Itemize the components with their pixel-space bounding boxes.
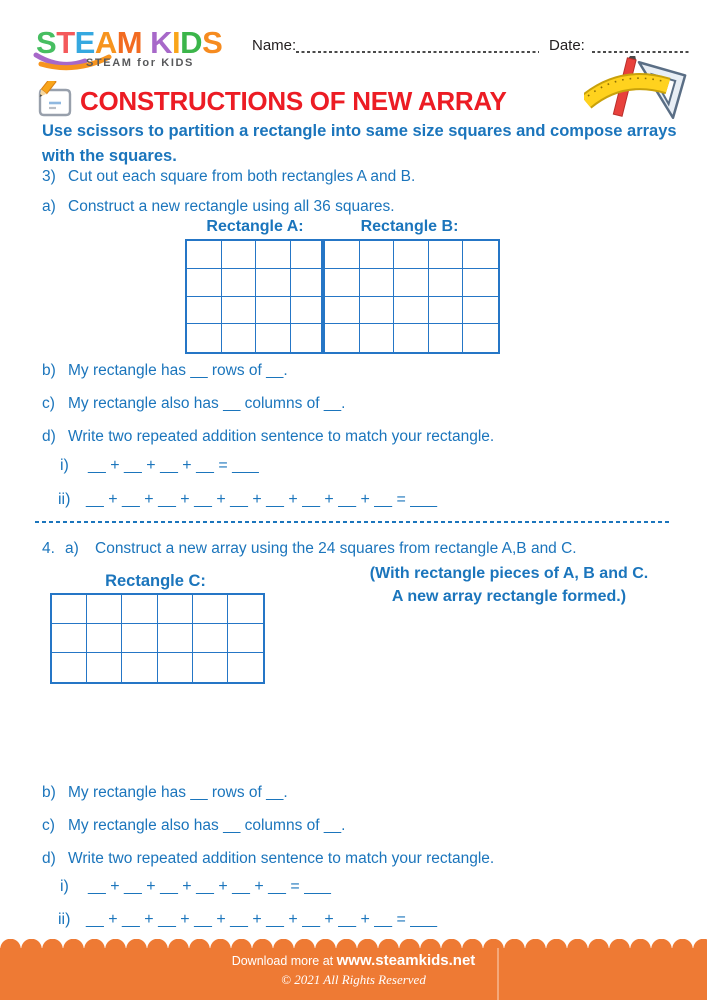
question-4b-line [42,784,288,802]
grid-cell [360,269,395,297]
grid-cell [394,241,429,269]
grid-cell [360,241,395,269]
grid-cell [228,653,263,682]
question-3a-number: a) [42,198,56,215]
grid-cell [256,269,291,297]
question-3d-number: d) [42,428,56,445]
grid-cell [193,653,228,682]
grid-cell [325,269,360,297]
name-blank-line[interactable] [296,51,539,53]
grid-cell [193,624,228,653]
equation-4i-blanks[interactable]: __ + __ + __ + __ + __ + __ = ___ [88,878,331,895]
footer-copyright: © 2021 All Rights Reserved [281,972,426,987]
question-3c-number: c) [42,395,55,412]
question-3b-number: b) [42,362,56,379]
section-divider [35,521,672,523]
grid-cell [187,269,222,297]
grid-cell [429,297,464,325]
logo-letter: E [74,25,95,60]
note-pencil-icon [33,81,75,119]
grid-cell [325,241,360,269]
question-3-line [42,168,415,186]
question-4-number: 4. [42,540,55,557]
equation-4ii-number: ii) [58,911,71,928]
grid-cell [394,297,429,325]
logo-letter: K [150,25,173,60]
grid-cell [87,624,122,653]
grid-cell [291,269,326,297]
question-4d-line [42,850,494,868]
grid-cell [158,624,193,653]
date-label: Date: [549,37,585,54]
grid-cell [463,269,498,297]
question-4c-text: My rectangle also has __ columns of __. [68,817,346,834]
rectangle-a-label: Rectangle A: [206,218,304,235]
grid-cell [463,241,498,269]
question-3c-line [42,395,345,413]
grid-cell [394,269,429,297]
grid-cell [52,624,87,653]
question-3b-text: My rectangle has __ rows of __. [68,362,288,379]
question-4b-number: b) [42,784,56,801]
grid-cell [222,241,257,269]
logo-tagline: STEAM for KIDS [86,57,194,69]
grid-cell [228,595,263,624]
grid-cell [463,324,498,352]
logo-letter [142,25,150,60]
intro-text: Use scissors to partition a rectangle into same size squares and compose arrays with the squares. [42,122,677,165]
grid-cell [256,241,291,269]
equation-3i-blanks[interactable]: __ + __ + __ + __ = ___ [88,457,259,474]
grid-cell [52,595,87,624]
grid-cell [228,624,263,653]
grid-cell [429,269,464,297]
grid-cell [187,324,222,352]
grid-cell [325,297,360,325]
equation-4ii-blanks[interactable]: __ + __ + __ + __ + __ + __ + __ + __ + __ = ___ [86,911,437,928]
rectangle-ab-grid [185,239,500,354]
logo-letter: D [180,25,203,60]
question-3a-line [42,198,395,216]
section-4-note [358,562,660,608]
grid-cell [291,324,326,352]
question-4c-number: c) [42,817,55,834]
name-label: Name: [252,37,297,54]
equation-3i-number: i) [60,457,69,474]
question-4a-line [42,540,577,558]
grid-cell [122,624,157,653]
note-line-1: (With rectangle pieces of A, B and C. [369,565,649,582]
equation-3i-line [60,457,259,475]
question-4a-text: Construct a new array using the 24 squares from rectangle A,B and C. [95,540,577,557]
rectangle-c-label: Rectangle C: [105,572,206,590]
equation-3ii-blanks[interactable]: __ + __ + __ + __ + __ + __ + __ + __ + __ = ___ [86,491,437,508]
grid-cell [256,297,291,325]
grid-cell [394,324,429,352]
grid-cell [87,653,122,682]
date-blank-line[interactable] [592,51,691,53]
ruler-set-square-icon [584,56,688,128]
grid-cell [122,595,157,624]
question-3c-text: My rectangle also has __ columns of __. [68,395,346,412]
logo-letter: T [56,25,75,60]
equation-4i-number: i) [60,878,69,895]
grid-cell [87,595,122,624]
question-3d-line [42,428,494,446]
footer-download-line [0,952,707,969]
note-line-2: A new array rectangle formed.) [391,588,627,605]
grid-cell [122,653,157,682]
question-3b-line [42,362,288,380]
footer-site-link[interactable]: www.steamkids.net [336,952,476,969]
grid-cell [429,324,464,352]
grid-cell [222,324,257,352]
logo-letter: S [202,25,223,60]
grid-cell [222,297,257,325]
grid-cell [256,324,291,352]
logo-letter: M [116,25,143,60]
equation-3ii-line [58,491,437,509]
grid-cell [222,269,257,297]
question-4b-text: My rectangle has __ rows of __. [68,784,288,801]
footer-download-prefix: Download more at [231,954,337,968]
question-4d-text: Write two repeated addition sentence to match your rectangle. [68,850,495,867]
grid-cell [429,241,464,269]
equation-3ii-number: ii) [58,491,71,508]
question-4d-number: d) [42,850,56,867]
equation-4ii-line [58,911,437,929]
grid-cell [291,241,326,269]
logo-letter: S [36,25,57,60]
question-4a-number: a) [65,540,79,557]
question-3a-text: Construct a new rectangle using all 36 squares. [68,198,395,215]
logo-letter: A [94,25,117,60]
question-3-text: Cut out each square from both rectangles A and B. [68,168,416,185]
grid-cell [360,324,395,352]
grid-cell [360,297,395,325]
grid-cell [187,241,222,269]
question-3-number: 3) [42,168,56,185]
rectangle-b-label: Rectangle B: [360,218,459,235]
grid-cell [158,595,193,624]
logo-letter: I [172,25,181,60]
grid-cell [193,595,228,624]
question-3d-text: Write two repeated addition sentence to match your rectangle. [68,428,495,445]
grid-cell [291,297,326,325]
rectangle-c-grid [50,593,265,684]
grid-cell [187,297,222,325]
grid-cell [52,653,87,682]
question-4c-line [42,817,345,835]
page-title: CONSTRUCTIONS OF NEW ARRAY [80,86,507,116]
grid-cell [463,297,498,325]
grid-cell [158,653,193,682]
grid-cell [325,324,360,352]
equation-4i-line [60,878,331,896]
